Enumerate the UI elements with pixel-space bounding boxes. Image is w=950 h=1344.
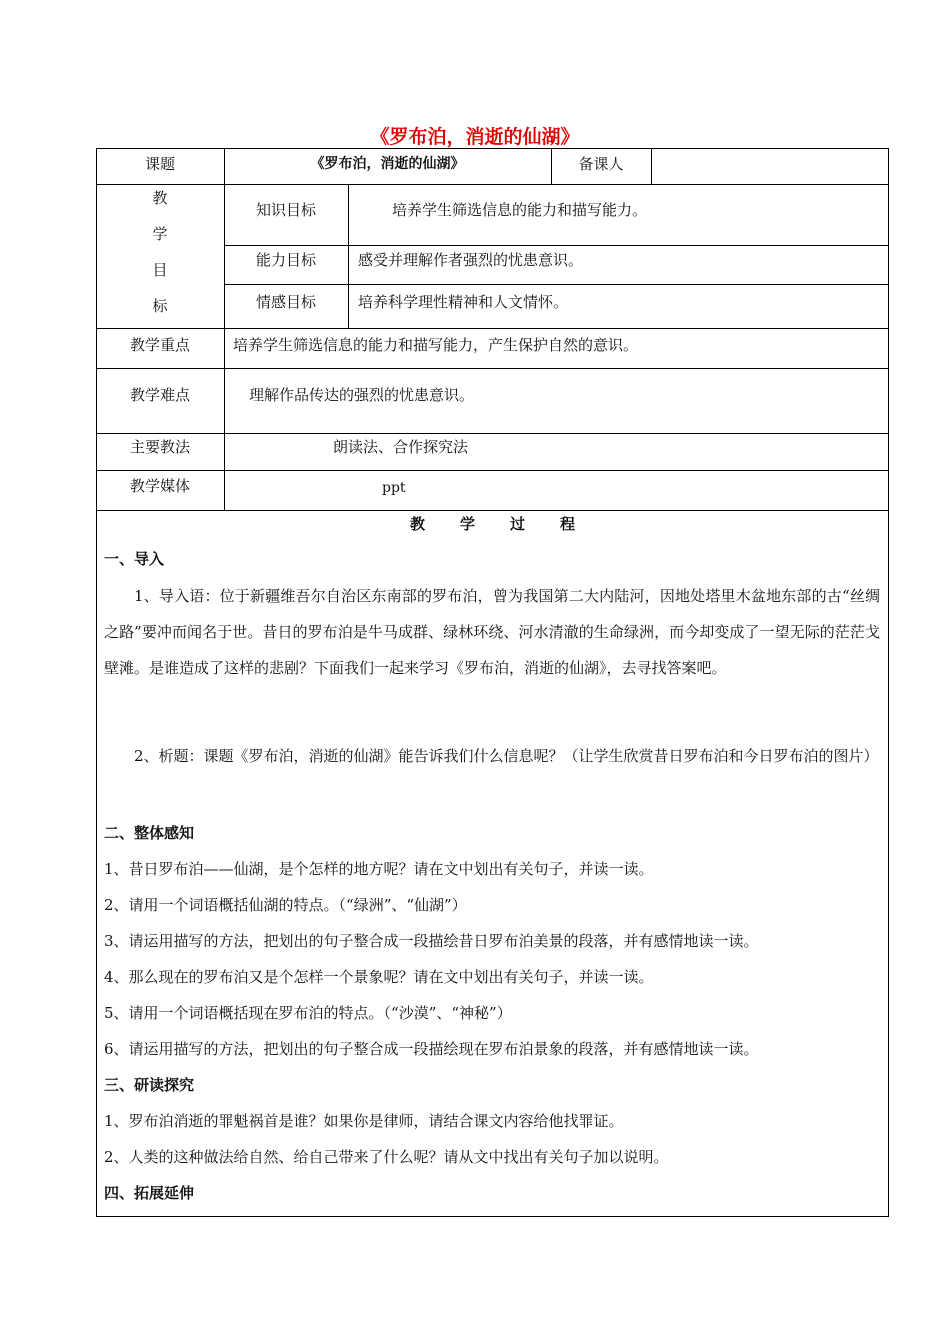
intro-paragraph-2: 2、析题：课题《罗布泊，消逝的仙湖》能告诉我们什么信息呢？（让学生欣赏昔日罗布泊和今日罗布泊的图片） xyxy=(134,747,879,765)
list-item: 5、请用一个词语概括现在罗布泊的特点。（“沙漠”、“神秘”） xyxy=(104,1004,512,1022)
list-item: 6、请运用描写的方法，把划出的句子整合成一段描绘现在罗布泊景象的段落，并有感情地读一读。 xyxy=(104,1040,759,1058)
emotion-goal-label: 情感目标 xyxy=(255,293,316,311)
goals-group-label-3: 目 xyxy=(152,261,168,279)
section-overview-title: 二、整体感知 xyxy=(104,824,195,842)
process-heading-char-4: 程 xyxy=(560,515,576,533)
intro-paragraph-1: 1、导入语：位于新疆维吾尔自治区东南部的罗布泊，曾为我国第二大内陆河，因地处塔里木盆地东部的古“丝绸之路”要冲而闻名于世。昔日的罗布泊是牛马成群、绿林环绕、河水清澈的生命绿洲，而今却变成了一望无际的茫茫戈壁滩。是谁造成了这样的悲剧？下面我们一起来学习《罗布泊，消逝的仙湖》，去寻找答案吧。 xyxy=(104,587,880,677)
section-study-title: 三、研读探究 xyxy=(104,1076,195,1094)
method-label: 主要教法 xyxy=(129,438,190,456)
media-value: ppt xyxy=(382,480,406,496)
process-heading-char-2: 学 xyxy=(460,515,476,533)
media-label: 教学媒体 xyxy=(129,477,190,495)
key-point-value: 培养学生筛选信息的能力和描写能力，产生保护自然的意识。 xyxy=(233,336,639,354)
goals-group-label-4: 标 xyxy=(152,297,168,315)
emotion-goal-value: 培养科学理性精神和人文情怀。 xyxy=(358,293,569,311)
section-extension-title: 四、拓展延伸 xyxy=(104,1184,195,1202)
difficulty-label: 教学难点 xyxy=(129,386,190,404)
process-heading-char-3: 过 xyxy=(510,515,526,533)
difficulty-value: 理解作品传达的强烈的忧患意识。 xyxy=(249,386,475,404)
knowledge-goal-label: 知识目标 xyxy=(255,201,316,219)
topic-label: 课题 xyxy=(144,155,175,173)
knowledge-goal-value: 培养学生筛选信息的能力和描写能力。 xyxy=(392,201,648,219)
key-point-label: 教学重点 xyxy=(129,336,190,354)
list-item: 3、请运用描写的方法，把划出的句子整合成一段描绘昔日罗布泊美景的段落，并有感情地读一读。 xyxy=(104,932,759,950)
preparer-label: 备课人 xyxy=(578,155,624,173)
section-intro-title: 一、导入 xyxy=(104,550,165,568)
process-heading-char-1: 教 xyxy=(410,515,426,533)
list-item: 4、那么现在的罗布泊又是个怎样一个景象呢？请在文中划出有关句子，并读一读。 xyxy=(104,968,654,986)
topic-value: 《罗布泊，消逝的仙湖》 xyxy=(310,156,465,172)
goals-group-label-1: 教 xyxy=(152,189,168,207)
list-item: 2、人类的这种做法给自然、给自己带来了什么呢？请从文中找出有关句子加以说明。 xyxy=(104,1148,669,1166)
list-item: 2、请用一个词语概括仙湖的特点。（“绿洲”、“仙湖”） xyxy=(104,896,467,914)
list-item: 1、罗布泊消逝的罪魁祸首是谁？如果你是律师，请结合课文内容给他找罪证。 xyxy=(104,1112,624,1130)
list-item: 1、昔日罗布泊——仙湖，是个怎样的地方呢？请在文中划出有关句子，并读一读。 xyxy=(104,860,654,878)
goals-group-label-2: 学 xyxy=(152,225,168,243)
method-value: 朗读法、合作探究法 xyxy=(333,438,469,456)
ability-goal-value: 感受并理解作者强烈的忧患意识。 xyxy=(358,251,584,269)
ability-goal-label: 能力目标 xyxy=(255,251,316,269)
document-title: 《罗布泊，消逝的仙湖》 xyxy=(370,126,580,148)
